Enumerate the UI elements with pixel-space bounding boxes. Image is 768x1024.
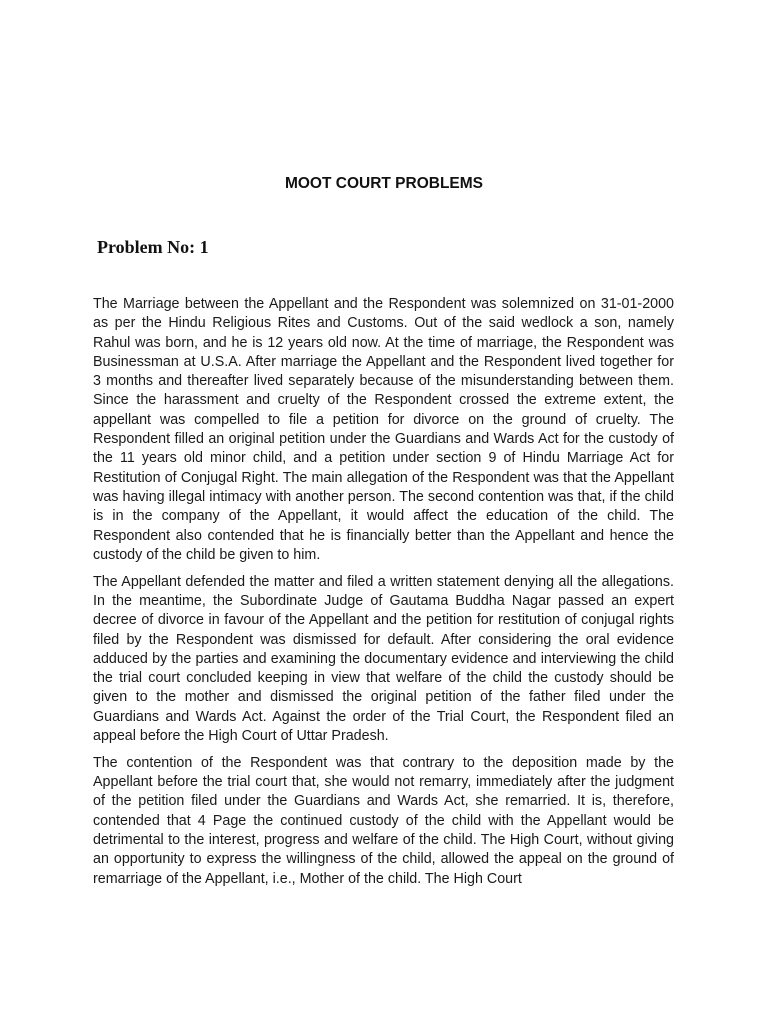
document-body [93, 295, 674, 896]
paragraph-3: The contention of the Respondent was that contrary to the deposition made by the Appellant before the trial court that, she would not remarry, immediately after the judgment of the petition filed under the Guardians and Wards Act, she remarried. It is, therefore, contended that 4 Page the continued custody of the child with the Appellant would be detrimental to the interest, progress and welfare of the child. The High Court, without giving an opportunity to express the willingness of the child, allowed the appeal on the ground of remarriage of the Appellant, i.e., Mother of the child. The High Court [93, 754, 674, 887]
problem-number-heading: Problem No: 1 [97, 237, 209, 257]
page-title: MOOT COURT PROBLEMS [284, 175, 484, 192]
paragraph-2: The Appellant defended the matter and filed a written statement denying all the allegations. In the meantime, the Subordinate Judge of Gautama Buddha Nagar passed an expert decree of divorce in favour of the Appellant and the petition for restitution of conjugal rights filed by the Respondent was dismissed for default. After considering the oral evidence adduced by the parties and examining the documentary evidence and interviewing the child the trial court concluded keeping in view that welfare of the child the custody should be given to the mother and dismissed the original petition of the father filed under the Guardians and Wards Act. Against the order of the Trial Court, the Respondent filed an appeal before the High Court of Uttar Pradesh. [93, 573, 674, 745]
paragraph-1: The Marriage between the Appellant and the Respondent was solemnized on 31-01-2000 as per the Hindu Religious Rites and Customs. Out of the said wedlock a son, namely Rahul was born, and he is 12 years old now. At the time of marriage, the Respondent was Businessman at U.S.A. After marriage the Appellant and the Respondent lived together for 3 months and thereafter lived separately because of the misunderstanding between them. Since the harassment and cruelty of the Respondent crossed the extreme extent, the appellant was compelled to file a petition for divorce on the ground of cruelty. The Respondent filled an original petition under the Guardians and Wards Act for the custody of the 11 years old minor child, and a petition under section 9 of Hindu Marriage Act for Restitution of Conjugal Right. The main allegation of the Respondent was that the Appellant was having illegal intimacy with another person. The second contention was that, if the child is in the company of the Appellant, it would affect the education of the child. The Respondent also contended that he is financially better than the Appellant and hence the custody of the child be given to him. [93, 296, 674, 563]
